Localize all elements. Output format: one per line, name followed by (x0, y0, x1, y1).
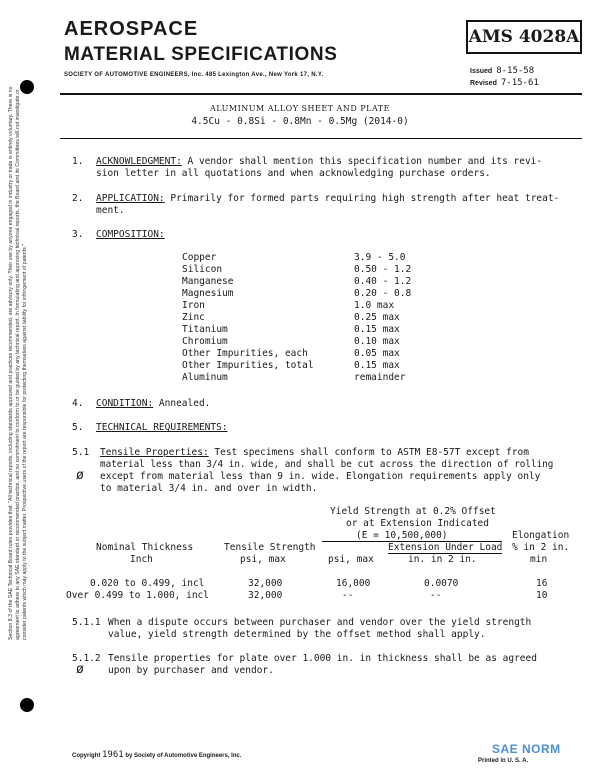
issued-date: Issued 8-15-58 (470, 66, 535, 76)
section-1-number: 1. (72, 156, 84, 167)
th-ext-in: in. in 2 in. (408, 554, 477, 565)
th-nominal-1: Nominal Thickness (96, 542, 194, 553)
comp-element: Other Impurities, each (182, 348, 308, 359)
comp-range: 0.40 - 1.2 (354, 276, 412, 287)
comp-range: 0.15 max (354, 324, 400, 335)
comp-element: Zinc (182, 312, 205, 323)
comp-element: Copper (182, 252, 217, 263)
th-extension: Extension Under Load (388, 542, 503, 553)
comp-range: 0.15 max (354, 360, 400, 371)
section-3-heading: COMPOSITION: (96, 229, 165, 240)
comp-element: Iron (182, 300, 205, 311)
comp-range: 0.10 max (354, 336, 400, 347)
ams-number: AMS 4028A (466, 20, 582, 54)
comp-range: 0.20 - 0.8 (354, 288, 412, 299)
section-5-1-1-line1: When a dispute occurs between purchaser and vendor over the yield strength (108, 617, 532, 628)
comp-range: 1.0 max (354, 300, 395, 311)
divider (60, 138, 582, 139)
th-tensile-1: Tensile Strength (224, 542, 316, 553)
table-row-tensile: 32,000 (248, 590, 283, 601)
revision-mark: ø (76, 662, 84, 677)
table-row-elongation: 16 (536, 578, 548, 589)
comp-range: 3.9 - 5.0 (354, 252, 406, 263)
document-subtitle: ALUMINUM ALLOY SHEET AND PLATE (210, 104, 390, 113)
th-elong-1: Elongation (512, 530, 570, 541)
section-2-number: 2. (72, 193, 84, 204)
comp-element: Silicon (182, 264, 223, 275)
table-row-tensile: 32,000 (248, 578, 283, 589)
comp-range: remainder (354, 372, 406, 383)
section-5-heading: TECHNICAL REQUIREMENTS: (96, 422, 228, 433)
sae-norm-watermark: SAE NORM (492, 742, 561, 756)
section-4-number: 4. (72, 398, 84, 409)
comp-range: 0.50 - 1.2 (354, 264, 412, 275)
section-2-line1: APPLICATION: Primarily for formed parts requiring high strength after heat treat- (96, 193, 560, 204)
table-row-extension: -- (430, 590, 442, 601)
header-title-specifications: MATERIAL SPECIFICATIONS (64, 44, 338, 65)
th-tensile-2: psi, max (240, 554, 286, 565)
section-3-number: 3. (72, 229, 84, 240)
comp-element: Magnesium (182, 288, 234, 299)
th-yield-psi: psi, max (328, 554, 374, 565)
th-elong-3: min (530, 554, 548, 565)
th-nominal-2: Inch (130, 554, 153, 565)
section-4-line: CONDITION: Annealed. (96, 398, 211, 409)
copyright-line: Copyright 1961 by Society of Automotive Engineers, Inc. (72, 750, 242, 760)
section-5-1-2-number: 5.1.2 (72, 653, 101, 664)
table-row-extension: 0.0070 (424, 578, 459, 589)
table-row-thickness: 0.020 to 0.499, incl (90, 578, 205, 589)
comp-range: 0.25 max (354, 312, 400, 323)
table-row-elongation: 10 (536, 590, 548, 601)
comp-element: Titanium (182, 324, 228, 335)
section-5-1-line3: except from material less than 9 in. wide. Elongation requirements apply only (100, 471, 541, 482)
th-elong-2: % in 2 in. (512, 542, 570, 553)
th-yield-2: or at Extension Indicated (346, 518, 489, 529)
section-5-1-number: 5.1 (72, 447, 90, 458)
comp-element: Manganese (182, 276, 234, 287)
section-1-line1: ACKNOWLEDGMENT: A vendor shall mention this specification number and its revi- (96, 156, 543, 167)
punch-hole-bottom (20, 698, 34, 712)
section-5-1-1-line2: value, yield strength determined by the offset method shall apply. (108, 629, 486, 640)
section-5-1-line2: material less than 3/4 in. wide, and shall be cut across the direction of rolling (100, 459, 554, 470)
section-5-1-line4: to material 3/4 in. and over in width. (100, 483, 318, 494)
section-2-line2: ment. (96, 205, 125, 216)
comp-element: Aluminum (182, 372, 228, 383)
side-disclaimer-text: Section 8.3 of the SAE Technical Board rules provides that: "All technical reports, including standards approved and practices recommended, are advisory only. Their use by anyone engaged in industry or trade is entirely voluntary. There is no agreement to adhere to any SAE standard or recommended practice, and no commitment to conform to or be guided by any technical report. In formulating and approving technical reports, the Board and its Committees will not investigate or consider patents which may apply to the subject matter. Prospective users of the report are responsible for protecting themselves against liability for infringement of patents." (8, 86, 28, 640)
section-5-1-1-number: 5.1.1 (72, 617, 101, 628)
table-row-thickness: Over 0.499 to 1.000, incl (66, 590, 209, 601)
printed-in: Printed in U. S. A. (478, 758, 529, 764)
section-5-1-2-line1: Tensile properties for plate over 1.000 in. in thickness shall be as agreed (108, 653, 537, 664)
revision-mark: ø (76, 468, 84, 483)
revised-date: Revised 7-15-61 (470, 78, 539, 88)
section-1-line2: sion letter in all quotations and when acknowledging purchase orders. (96, 168, 491, 179)
society-address: SOCIETY OF AUTOMOTIVE ENGINEERS, Inc. 485 Lexington Ave., New York 17, N.Y. (64, 72, 324, 78)
header-title-aerospace: AEROSPACE (64, 18, 199, 40)
alloy-formula: 4.5Cu - 0.8Si - 0.8Mn - 0.5Mg (2014-0) (191, 116, 409, 127)
comp-element: Other Impurities, total (182, 360, 314, 371)
section-5-number: 5. (72, 422, 84, 433)
section-5-1-line1: Tensile Properties: Test specimens shall conform to ASTM E8-57T except from (100, 447, 529, 458)
table-row-yield: 16,000 (336, 578, 371, 589)
comp-range: 0.05 max (354, 348, 400, 359)
tensile-table (60, 504, 590, 604)
comp-element: Chromium (182, 336, 228, 347)
th-yield-1: Yield Strength at 0.2% Offset (330, 506, 496, 517)
th-yield-3: (E = 10,500,000) (356, 530, 448, 541)
section-5-1-2-line2: upon by purchaser and vendor. (108, 665, 274, 676)
table-row-yield: -- (342, 590, 354, 601)
